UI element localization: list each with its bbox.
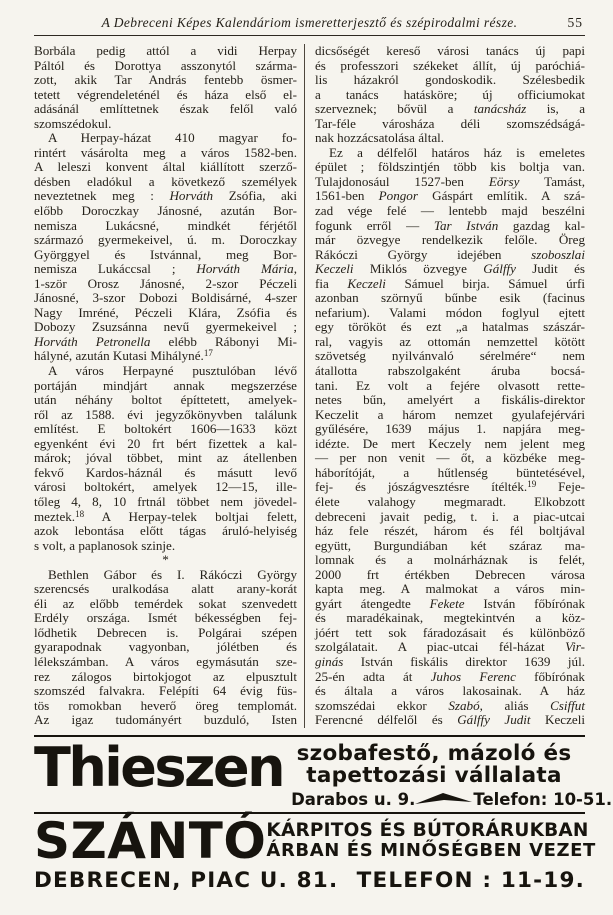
text-line: désben eladókul a következő személyek (34, 173, 297, 189)
text-line: ral, vagyis az ottomán nemzettel kötött (315, 333, 585, 349)
text-line: épület ; földszintjén több kis boltja van. (315, 159, 585, 175)
text-line: azonban szörnyű bűnbe esik (facinus (315, 290, 585, 306)
ad-thieszen-details (283, 740, 613, 809)
text-line: Bethlen Gábor és I. Rákóczi György (48, 566, 297, 582)
text-line: adásánál említtetnek észak felől való (34, 101, 297, 117)
text-line: Borbála pedig attól a vidi Herpay (34, 43, 297, 58)
text-line: tani. Ez volt a fejére olvasott rette- (315, 377, 585, 393)
text-line: rez zálogos birtokjogot az elpusztult (34, 668, 297, 684)
text-line: és professzori székeket állít, új paróchiá- (315, 57, 585, 73)
text-line: egy törököt és ezt „a hatalmas szászár- (315, 319, 585, 335)
ad-thieszen-line1: szobafestő, mázoló és (296, 740, 572, 766)
paragraph (315, 146, 585, 728)
text-line: Erdély országa. Ismét békességben fej- (34, 610, 297, 626)
text-line: Rákóczi György idejében szoboszlai (315, 246, 585, 262)
ad-szanto-name: SZÁNTÓ (34, 811, 267, 870)
text-line: fej- és jószágvesztésre ítélték.$^{19}$ Feje- (315, 479, 586, 495)
ad-thieszen (34, 735, 613, 809)
text-line: lődhetik Debrecen is. Polgárai szépen (34, 624, 297, 640)
text-line: tetett végrendeleténél és háza első el- (34, 86, 297, 102)
text-line: Dobozy Zsuzsánna nevű gyermekeivel ; (34, 319, 297, 335)
ad-szanto-phone: TELEFON : 11-19. (356, 867, 585, 893)
text-line: Jánosné, 3-szor Dobozi Boldisárné, 4-szer (34, 290, 297, 306)
text-line: azok lebontása előtt tágas áruló-helyiség (34, 523, 297, 539)
running-head (34, 15, 585, 36)
text-line: átallotta rabszolgaként áruba bocsá- (315, 363, 585, 379)
left-column (34, 44, 297, 728)
text-line: Ferencné délfelől és Gálffy Judit Keczeli (315, 712, 585, 728)
right-column (304, 44, 585, 728)
text-line: zad vége felé — lentebb majd beszélni (315, 203, 585, 219)
text-line: jóért tett sok fáradozásait és különböző (315, 624, 585, 640)
text-line: nemisza Lukáccsal ; Horváth Mária, (34, 261, 297, 277)
text-line: hályné, azután Kutasi Mihályné.$^{17}$ (34, 348, 213, 364)
text-line: zott, akik Tar András fentebb ösmer- (34, 72, 297, 88)
text-line: háborítóját, a hűtlenség büntetésével, (315, 464, 585, 480)
text-line: egyenként évi 20 frt bért fizettek a kal- (34, 435, 297, 451)
text-line: szomszéd falvakra. Felépíti 64 évig füs- (34, 683, 297, 699)
text-line: fekvő Kardos-háznál és másutt levő (34, 464, 297, 480)
text-line: gyárt átengedte Fekete István főbírónak (315, 595, 585, 611)
text-line: élete valahogy megmaradt. Elkobzott (315, 493, 585, 509)
text-line: neveztetnek meg : Horváth Zsófia, aki (34, 188, 297, 204)
text-line: fia Keczeli Sámuel birja. Sámuel úrfi (315, 275, 585, 291)
text-line: rintért vásárolta meg a város 1582-ben. (34, 144, 297, 160)
text-line: nemisza Lukácsné, mindkét férjétől (34, 217, 297, 233)
ad-thieszen-name: Thieszen (34, 735, 284, 799)
book-page (0, 15, 613, 915)
text-line: szomszédai ekkor Szabó, aliás Csiffut (315, 697, 585, 713)
text-line: Az igaz tudományért buzduló, Isten (34, 712, 297, 728)
text-line: Tar-féle városháza déli szomszédságá- (315, 115, 585, 131)
text-line: netes bűn, amelyért a fiskális-direktor (315, 392, 585, 408)
ad-thieszen-line2: tapettozási vállalata (306, 762, 562, 788)
pointing-hand-icon (415, 792, 473, 806)
text-line: tös romokban heverő öreg templomát. (34, 697, 297, 713)
page-number: 55 (567, 15, 583, 30)
paragraph (315, 44, 585, 146)
text-line: Ez a délfelől határos ház is emeletes (329, 144, 585, 160)
text-line: márok; jóval többet, mint az átellenben (34, 450, 297, 466)
ad-szanto (0, 811, 613, 893)
text-line: 1-ször Orosz Jánosné, 2-szor Péczeli (34, 275, 297, 291)
text-line: nak hozzácsatolása által. (315, 130, 445, 146)
text-line: Horváth Petronella elébb Rábonyi Mi- (34, 333, 298, 349)
text-line: lélekszámban. A város egymásután sze- (34, 653, 297, 669)
text-line: szolgálatait. A piac-utcai fél-házat Vir- (315, 639, 585, 655)
ad-szanto-contact-row (34, 868, 585, 893)
paragraph (34, 44, 297, 131)
text-line: és általa a város lakosainak. A ház (315, 683, 585, 699)
ad-szanto-line1: KÁRPITOS ÉS BÚTORÁRUKBAN (266, 819, 589, 841)
ad-thieszen-phone: Telefon: 10-51. (473, 789, 613, 809)
text-line: 25-én adta át Juhos Ferenc főbírónak (315, 668, 585, 684)
text-line: szerencsés uralkodása alatt arany-korát (34, 581, 297, 597)
text-line: — per non venit — őt, a közbéke meg- (315, 450, 585, 466)
text-line: Páltól és Dorottya asszonytól szárma- (34, 57, 297, 73)
text-line: és maradékainak, megtekintvén a köz- (315, 610, 585, 626)
text-line: A város Herpayné pusztulóban lévő (48, 363, 297, 379)
running-head-title: A Debreceni Képes Kalendáriom ismeretterjesztő és szépirodalmi része. (101, 15, 518, 30)
text-line: idézte. De mert Keczely nem jelent meg (315, 435, 585, 451)
text-line: után néhány boltot építtetett, amelyek- (34, 392, 297, 408)
text-line: említést. E boltokért 1606—1633 közt (34, 421, 297, 437)
text-line: Keczelit a három nemzet gyulafejérvári (315, 406, 585, 422)
text-line: Györggyel és Istvánnal, meg Bor- (34, 246, 297, 262)
section-separator: * (162, 552, 169, 568)
text-line: együtt, Burgundiában két száraz ma- (315, 537, 585, 553)
text-line: 1561-ben Pongor Gáspárt említik. A szá- (315, 188, 585, 204)
text-line: A leleszi konvent által kiállított szerző- (34, 159, 297, 175)
ad-szanto-line2: ÁRBAN ÉS MINŐSÉGBEN VEZET (266, 840, 596, 862)
text-line: debreceni javait pedig, t. i. a piac-utcai (315, 508, 585, 524)
ad-thieszen-address: Darabos u. 9. (291, 789, 416, 809)
text-line: a tanács hatásköre; új officiumokat (315, 86, 585, 102)
text-line: szövetség nyilvánvaló sérelmére“ nem (315, 348, 585, 364)
text-line: kapta meg. A malmokat a város min- (315, 581, 585, 597)
text-line: 2000 frt értékben Debrecen városa (315, 566, 585, 582)
text-line: Nagy Imréné, Péczeli Klára, Zsófia és (34, 304, 297, 320)
text-line: származó gyermekeivel, ú. m. Doroczkay (34, 232, 297, 248)
text-line: szomszédokul. (34, 115, 112, 131)
text-line: ház fele részét, három és fél boltjával (315, 523, 585, 539)
paragraph (34, 568, 297, 728)
ad-szanto-top-row (34, 811, 596, 870)
text-line: A Herpay-házat 410 magyar fo- (48, 130, 297, 146)
text-line: lomnak és a molnárháznak is felét, (315, 552, 585, 568)
text-line: Tulajdonosául 1527-ben Eörsy Tamást, (315, 173, 586, 189)
text-line: városi boltokért, amelyek 12—15, ille- (34, 479, 297, 495)
text-line: gyűlésére, 1639 május 1. napjára meg- (315, 421, 585, 437)
text-line: Keczeli Miklós özvegye Gálffy Judit és (315, 261, 585, 277)
text-line: ről az 1588. évi jegyzőkönyvben találunk (34, 406, 297, 422)
text-line: nefarium). Valami módon foglyul ejtett (315, 304, 585, 320)
paragraph (34, 364, 297, 553)
ad-thieszen-contact-row (291, 789, 613, 809)
text-line: szerveznek; bővül a tanácsház is, a (315, 101, 585, 117)
text-line: fogunk erről — Tar István gazdag kal- (315, 217, 585, 233)
text-line: meztek.$^{18}$ A Herpay-telek boltjai felett, (34, 508, 297, 524)
ad-szanto-details (266, 819, 596, 862)
text-line: portáján mindjárt annak megszerzése (34, 377, 297, 393)
paragraph (34, 131, 297, 364)
text-line: éli az előbb temérdek sokat szenvedett (34, 595, 297, 611)
text-line: előbb Doroczkay Jánosné, azután Bor- (34, 203, 297, 219)
text-line: dicsőségét kereső városi tanács új papi (315, 43, 585, 58)
text-line: gyarapodnak vagyonban, jólétben és (34, 639, 297, 655)
text-line: lis házakról gondoskodik. Szélesbedik (315, 72, 585, 88)
text-line: ginás István fiskális direktor 1639 júl. (315, 653, 585, 669)
ad-szanto-address: DEBRECEN, PIAC U. 81. (34, 867, 339, 893)
text-line: tőleg 4, 8, 10 frtnál többet nem jövedel- (34, 493, 297, 509)
text-line: s volt, a paplanosok szinje. (34, 537, 176, 553)
text-columns (34, 44, 585, 728)
text-line: már özvegye rendelkezik felőle. Öreg (315, 232, 585, 248)
